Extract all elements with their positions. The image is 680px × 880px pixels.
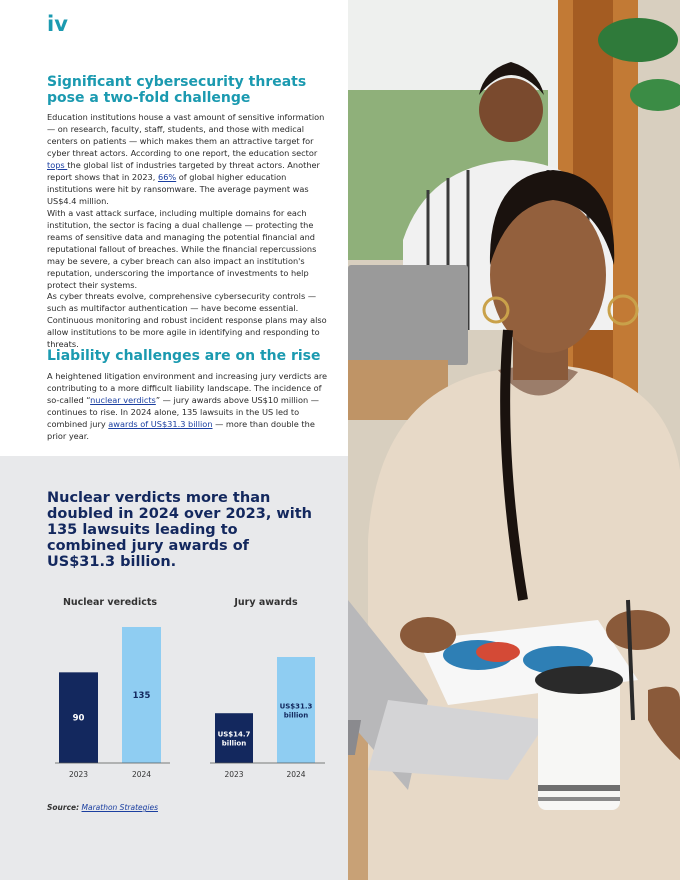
- nuclear-verdicts-link[interactable]: nuclear verdicts: [90, 395, 156, 405]
- paragraph-cyber-2: With a vast attack surface, including multiple domains for each institution, the sector is facing a dual challenge — protecting the reams of sensitive data and managing the potential financial and reputational fallout of breaches. While the financial repercussions may be severe, a cyber breach can also impact an institution's reputation, underscoring the importance of investments to help protect their systems.: [47, 208, 317, 290]
- bar-value-label: billion: [283, 711, 309, 720]
- photo-icon: [348, 0, 680, 880]
- section-heading-cyber: Significant cybersecurity threats pose a two-fold challenge: [47, 74, 307, 106]
- source-link[interactable]: Marathon Strategies: [81, 803, 158, 812]
- bar-value-label: 90: [72, 713, 85, 724]
- x-tick-label: 2024: [131, 770, 152, 779]
- bar-value-label: billion: [221, 739, 247, 748]
- x-tick-label: 2023: [224, 770, 244, 779]
- chart-title-verdicts: Nuclear veredicts: [62, 597, 158, 608]
- page-number: iv: [47, 12, 68, 36]
- bar-value-label: 135: [132, 691, 151, 701]
- section-heading-liability: Liability challenges are on the rise: [47, 348, 321, 364]
- percent-link[interactable]: 66%: [157, 172, 177, 182]
- paragraph-cyber-3: As cyber threats evolve, comprehensive cybersecurity controls — such as multifactor authentication — have become essential. Continuous monitoring and robust incident response plans may also allow institutions to be more agile in identifying and responding to threats.: [47, 291, 327, 349]
- x-tick-label: 2023: [68, 770, 89, 779]
- tops-link[interactable]: tops: [47, 160, 68, 170]
- callout-heading: Nuclear verdicts more than doubled in 2024 over 2023, with 135 lawsuits leading to combined jury awards of US$31.3 billion.: [47, 490, 313, 570]
- paragraph-text: of global higher education institutions were hit by ransomware. The average payment was US$4.4 million.: [47, 172, 309, 206]
- awards-link[interactable]: awards of US$31.3 billion: [108, 419, 213, 429]
- bar-value-label: US$31.3: [279, 702, 313, 711]
- source-label: Source:: [47, 803, 80, 812]
- paragraph-text: ” — jury awards above US$10 million — continues to rise. In 2024 alone, 135 lawsuits in the US led to combined jury: [47, 395, 319, 429]
- paragraph-text: the global list of industries targeted by threat actors. Another report shows that in 2023,: [47, 160, 320, 182]
- chart-title-awards: Jury awards: [234, 597, 298, 608]
- paragraph-text: A heightened litigation environment and increasing jury verdicts are contributing to a more difficult liability landscape. The incidence of so-called “: [47, 371, 328, 405]
- photo: [348, 0, 680, 880]
- bar-value-label: US$14.7: [217, 730, 251, 739]
- x-tick-label: 2024: [286, 770, 306, 779]
- paragraph-text: Education institutions house a vast amount of sensitive information — on research, faculty, staff, students, and those with medical centers on patients — which makes them an attractive target for cyber threat actors. According to one report, the education sector: [47, 112, 325, 158]
- source-note: [47, 803, 158, 812]
- paragraph-text: — more than double the prior year.: [47, 419, 315, 441]
